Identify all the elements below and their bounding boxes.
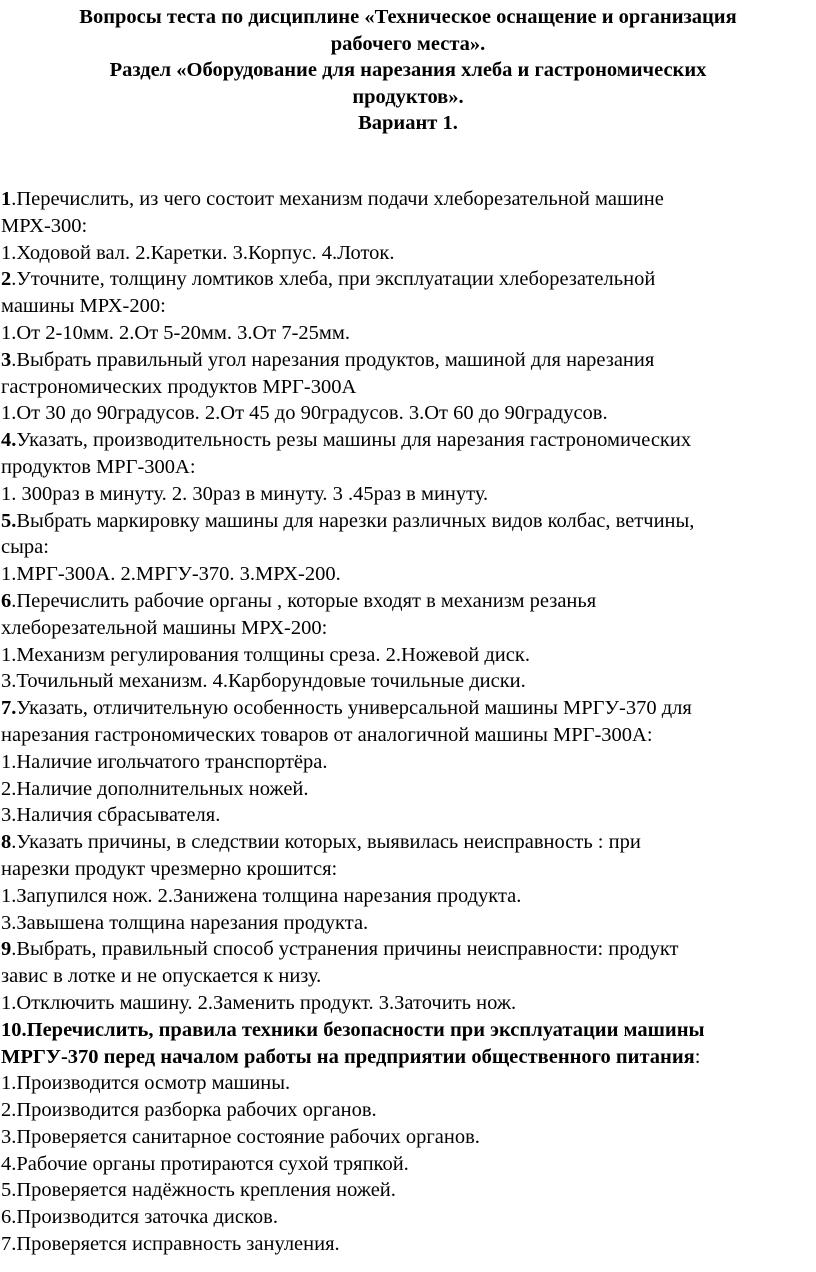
question-7-answer-2: 2.Наличие дополнительных ножей. [1, 777, 309, 800]
question-10-answer-6: 6.Производится заточка дисков. [1, 1206, 278, 1229]
question-text: Указать, производительность резы машины для нарезания гастрономических [16, 429, 692, 452]
question-text: МРГУ-370 перед началом работы на предприятии общественного питания [1, 1045, 695, 1068]
question-10: 10.Перечислить, правила техники безопасности при эксплуатации машины [1, 1018, 705, 1041]
question-7-cont: нарезания гастрономических товаров от аналогичной машины МРГ-300А: [1, 723, 653, 746]
question-8 [1, 829, 813, 856]
question-1 [1, 186, 813, 213]
question-8-answers-1: 1.Запупился нож. 2.Занижена толщина нарезания продукта. [1, 884, 522, 907]
header-line-3: Раздел «Оборудование для нарезания хлеба и гастрономических [109, 59, 707, 81]
question-5-answers: 1.МРГ-300А. 2.МРГУ-370. 3.МРХ-200. [1, 563, 341, 586]
question-4 [1, 427, 813, 454]
question-2-cont: машины МРХ-200: [1, 295, 166, 318]
question-9-cont: завис в лотке и не опускается к низу. [1, 965, 322, 988]
question-text: .Выбрать, правильный способ устранения причины неисправности: продукт [11, 938, 679, 961]
question-10-answer-1: 1.Производится осмотр машины. [1, 1072, 291, 1095]
question-number: 4. [1, 429, 17, 452]
question-3-cont: гастрономических продуктов МРГ-300А [1, 375, 357, 398]
question-4-cont: продуктов МРГ-300А: [1, 455, 196, 478]
question-7-answer-1: 1.Наличие игольчатого транспортёра. [1, 750, 328, 773]
question-6-answers-1: 1.Механизм регулирования толщины среза. 2.Ножевой диск. [1, 643, 530, 666]
question-text: .Уточните, толщину ломтиков хлеба, при эксплуатации хлеборезательной [11, 268, 656, 291]
question-5 [1, 508, 813, 535]
question-10-answer-2: 2.Производится разборка рабочих органов. [1, 1099, 377, 1122]
question-colon: : [694, 1045, 701, 1068]
question-text: .Перечислить, из чего состоит механизм подачи хлеборезательной машине [11, 188, 664, 210]
question-10-cont [1, 1044, 813, 1071]
question-text: Выбрать маркировку машины для нарезки различных видов колбас, ветчины, [16, 509, 695, 532]
questions-list [1, 186, 813, 1258]
question-number: 7. [1, 697, 17, 720]
question-9-answers: 1.Отключить машину. 2.Заменить продукт. 3.Заточить нож. [1, 991, 517, 1014]
header-line-1: Вопросы теста по дисциплине «Техническое оснащение и организация [79, 6, 737, 28]
question-number: 8 [1, 831, 12, 854]
question-6-answers-2: 3.Точильный механизм. 4.Карборундовые точильные диски. [1, 670, 526, 693]
question-text: .Выбрать правильный угол нарезания продуктов, машиной для нарезания [11, 348, 655, 371]
question-2 [1, 266, 813, 293]
document-header [0, 4, 816, 137]
question-9 [1, 936, 813, 963]
question-text: .Перечислить рабочие органы , которые входят в механизм резанья [11, 589, 597, 612]
question-1-cont: МРХ-300: [1, 214, 88, 237]
question-6-cont: хлеборезательной машины МРХ-200: [1, 616, 328, 639]
header-line-4: продуктов». [352, 85, 464, 108]
question-5-cont: сыра: [1, 536, 49, 559]
question-text: .Указать причины, в следствии которых, выявилась неисправность : при [11, 831, 641, 854]
question-10-answer-7: 7.Проверяется исправность зануления. [1, 1233, 340, 1256]
question-number: 9 [1, 938, 12, 961]
question-10-answer-3: 3.Проверяется санитарное состояние рабочих органов. [1, 1125, 480, 1148]
question-number: 6 [1, 589, 12, 612]
question-6 [1, 588, 813, 615]
question-number: 3 [1, 348, 12, 371]
question-4-answers: 1. 300раз в минуту. 2. 30раз в минуту. 3 .45раз в минуту. [1, 482, 489, 505]
question-7 [1, 695, 813, 722]
question-8-answers-2: 3.Завышена толщина нарезания продукта. [1, 911, 369, 934]
question-2-answers: 1.От 2-10мм. 2.От 5-20мм. 3.От 7-25мм. [1, 321, 350, 344]
question-1-answers: 1.Ходовой вал. 2.Каретки. 3.Корпус. 4.Лоток. [1, 241, 395, 264]
question-number: 5. [1, 509, 17, 532]
question-10-answer-5: 5.Проверяется надёжность крепления ножей. [1, 1179, 396, 1202]
header-line-2: рабочего места». [330, 32, 486, 55]
question-8-cont: нарезки продукт чрезмерно крошится: [1, 857, 338, 880]
header-line-5: Вариант 1. [358, 112, 458, 134]
question-number: 2 [1, 268, 12, 291]
question-3 [1, 347, 813, 374]
question-10-answer-4: 4.Рабочие органы протираются сухой тряпкой. [1, 1152, 409, 1175]
question-text: Указать, отличительную особенность универсальной машины МРГУ-370 для [16, 697, 692, 720]
question-7-answer-3: 3.Наличия сбрасывателя. [1, 804, 221, 827]
question-number: 1 [1, 188, 12, 210]
question-3-answers: 1.От 30 до 90градусов. 2.От 45 до 90градусов. 3.От 60 до 90градусов. [1, 402, 608, 425]
